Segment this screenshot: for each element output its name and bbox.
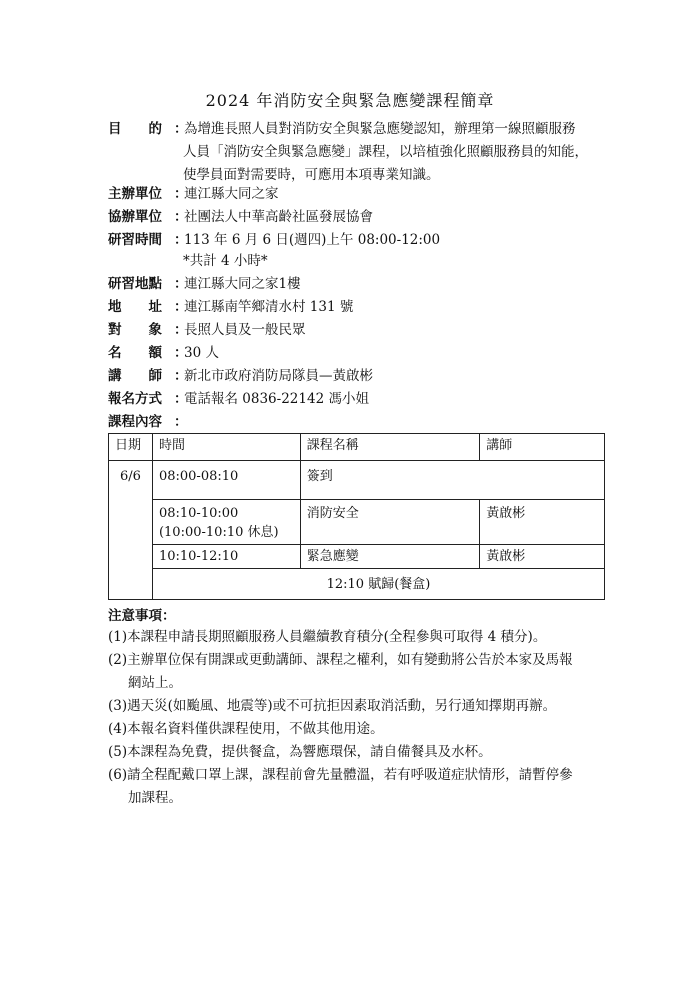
signup-row [108,388,628,411]
host-value: 連江縣大同之家 [184,186,279,202]
time-cell: 10:10-12:10 [152,545,300,569]
purpose-line-3: 使學員面對需要時，可應用本項專業知識。 [183,167,440,183]
place-value: 連江縣大同之家1樓 [184,276,301,292]
colon: ： [174,414,188,430]
header-date: 日期 [109,434,153,461]
host-label: 主辦單位 [108,186,162,202]
address-label: 地 址 [108,299,162,315]
colon: ： [174,232,188,248]
colon: ： [174,209,188,225]
purpose-line-2: 人員「消防安全與緊急應變」課程，以培植強化照顧服務員的知能， [183,144,588,160]
time-text: 08:10-10:00 [158,506,239,521]
notes-title: 注意事項： [108,608,176,624]
signup-label: 報名方式 [108,391,162,407]
colon: ： [174,345,188,361]
content-row [108,411,628,434]
address-row [108,296,628,319]
time-row [108,229,628,252]
time-cell [152,500,300,545]
header-course: 課程名稱 [300,434,480,461]
note-item: (3)遇天災(如颱風、地震等)或不可抗拒因素取消活動，另行通知擇期再辦。 [108,698,557,714]
target-row [108,319,628,342]
host-row [108,183,628,206]
time-note: *共計 4 小時* [183,253,268,269]
time-cell [152,461,300,500]
course-cell: 消防安全 [300,500,480,545]
date-cell: 6/6 [109,461,153,600]
colon: ： [174,299,188,315]
lecturer-row [108,365,628,388]
note-item: (6)請全程配戴口罩上課，課程前會先量體溫，若有呼吸道症狀情形，請暫停參 [108,767,573,783]
place-row [108,273,628,296]
time-value: 113 年 6 月 6 日(週四)上午 08:00-12:00 [184,232,441,248]
content-label: 課程內容 [108,414,162,430]
note-item: (2)主辦單位保有開課或更動講師、課程之權利，如有變動將公告於本家及馬報 [108,652,573,668]
course-cell: 緊急應變 [300,545,480,569]
colon: ： [174,322,188,338]
lecturer-value: 新北市政府消防局隊員—黃啟彬 [184,368,373,384]
purpose-label-text: 目 的 [108,121,162,137]
co-host-label: 協辦單位 [108,209,162,225]
note-item: (5)本課程為免費，提供餐盒，為響應環保，請自備餐具及水杯。 [108,744,492,760]
lecturer-cell: 黃啟彬 [480,500,605,545]
co-host-row [108,206,628,229]
header-time: 時間 [152,434,300,461]
purpose-row [108,118,628,141]
header-lecturer: 講師 [480,434,605,461]
purpose-line-1: 為增進長照人員對消防安全與緊急應變認知，辦理第一線照顧服務 [184,121,576,137]
quota-label: 名 額 [108,345,162,361]
quota-value: 30 人 [184,345,219,361]
page-title: 2024 年消防安全與緊急應變課程簡章 [205,91,495,110]
colon: ： [174,276,188,292]
note-item-continued: 加課程。 [128,790,182,806]
table-row [109,500,605,545]
target-value: 長照人員及一般民眾 [184,322,306,338]
lecturer-label: 講 師 [108,368,162,384]
break-text: (10:00-10:10 休息) [158,525,279,540]
colon: ： [174,391,188,407]
table-row [109,461,605,500]
schedule-table [108,433,605,600]
address-value: 連江縣南竿鄉清水村 131 號 [184,299,354,315]
colon: ： [174,186,188,202]
time-text: 08:00-08:10 [158,469,239,484]
note-item: (4)本報名資料僅供課程使用，不做其他用途。 [108,721,384,737]
signup-value: 電話報名 0836-22142 馮小姐 [184,391,369,407]
place-label: 研習地點 [108,276,162,292]
colon: ： [174,368,188,384]
quota-row [108,342,628,365]
lecturer-cell: 黃啟彬 [480,545,605,569]
colon: ： [174,121,188,137]
table-header-row [109,434,605,461]
table-row [109,545,605,569]
time-label: 研習時間 [108,232,162,248]
footer-cell: 12:10 賦歸(餐盒) [152,569,604,600]
course-cell: 簽到 [300,461,604,500]
note-item-continued: 網站上。 [128,675,182,691]
target-label: 對 象 [108,322,162,338]
note-item: (1)本課程申請長期照顧服務人員繼續教育積分(全程參與可取得 4 積分)。 [108,629,547,645]
purpose-label [108,118,174,141]
co-host-value: 社團法人中華高齡社區發展協會 [184,209,373,225]
table-row [109,569,605,600]
